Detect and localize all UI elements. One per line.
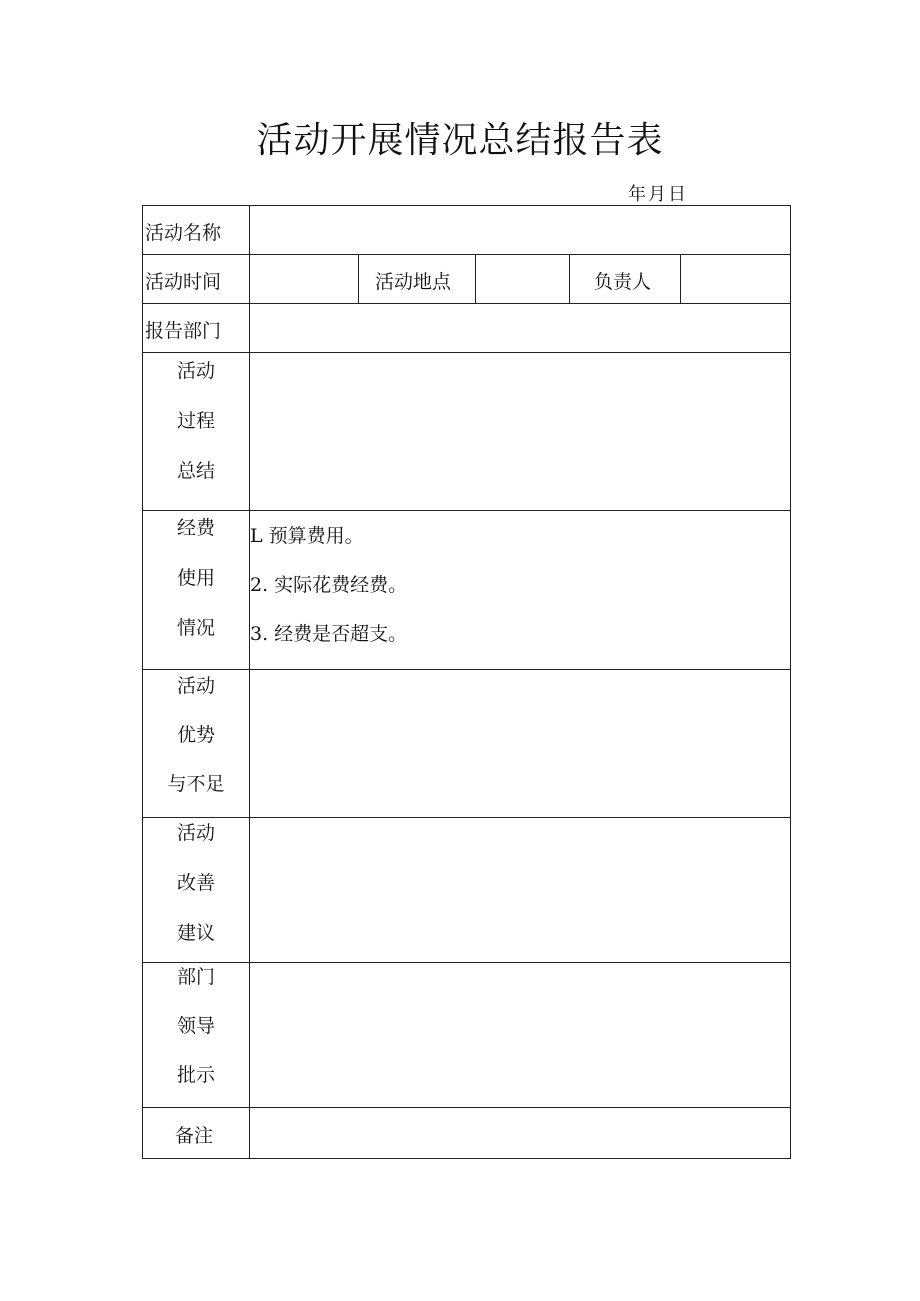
time-row-divider — [569, 254, 570, 303]
label-line: 活动 — [176, 675, 215, 697]
report-dept-field[interactable] — [250, 304, 788, 351]
owner-label: 负责人 — [594, 271, 652, 293]
pros-cons-field[interactable] — [250, 670, 788, 816]
activity-name-field[interactable] — [250, 206, 788, 253]
form-date: 年月日 — [628, 184, 688, 205]
process-summary-label — [143, 346, 249, 496]
label-line: 优势 — [176, 724, 215, 746]
label-line: 过程 — [176, 410, 215, 432]
label-line: 总结 — [176, 460, 215, 482]
time-row-divider — [358, 254, 359, 303]
label-line: 活动 — [176, 360, 215, 382]
process-summary-field[interactable] — [250, 353, 788, 509]
label-line: 情况 — [176, 617, 215, 639]
label-line: 与不足 — [167, 773, 225, 795]
activity-location-field[interactable] — [476, 255, 568, 302]
improvement-label — [143, 808, 249, 958]
funding-label — [143, 503, 249, 653]
approval-label — [143, 953, 249, 1100]
label-line: 使用 — [176, 567, 215, 589]
label-line: 批示 — [176, 1064, 215, 1086]
label-line: 部门 — [176, 966, 215, 988]
label-line: 建议 — [176, 922, 215, 944]
activity-name-label: 活动名称 — [145, 222, 222, 244]
funding-line-actual: 2. 实际花费经费。 — [250, 574, 408, 596]
label-line: 改善 — [176, 872, 215, 894]
improvement-field[interactable] — [250, 818, 788, 961]
approval-field[interactable] — [250, 963, 788, 1106]
report-dept-label: 报告部门 — [145, 320, 222, 342]
label-line: 领导 — [176, 1015, 215, 1037]
remarks-label: 备注 — [175, 1125, 214, 1147]
label-line: 经费 — [176, 517, 215, 539]
funding-line-budget: L 预算费用。 — [250, 525, 364, 547]
funding-line-overspend: 3. 经费是否超支。 — [250, 623, 408, 645]
remarks-field[interactable] — [250, 1108, 788, 1156]
pros-cons-label — [143, 662, 249, 809]
label-line: 活动 — [176, 822, 215, 844]
activity-time-field[interactable] — [250, 255, 357, 302]
activity-time-label: 活动时间 — [145, 271, 222, 293]
form-title: 活动开展情况总结报告表 — [256, 120, 664, 161]
activity-location-label: 活动地点 — [375, 271, 452, 293]
owner-field[interactable] — [681, 255, 788, 302]
